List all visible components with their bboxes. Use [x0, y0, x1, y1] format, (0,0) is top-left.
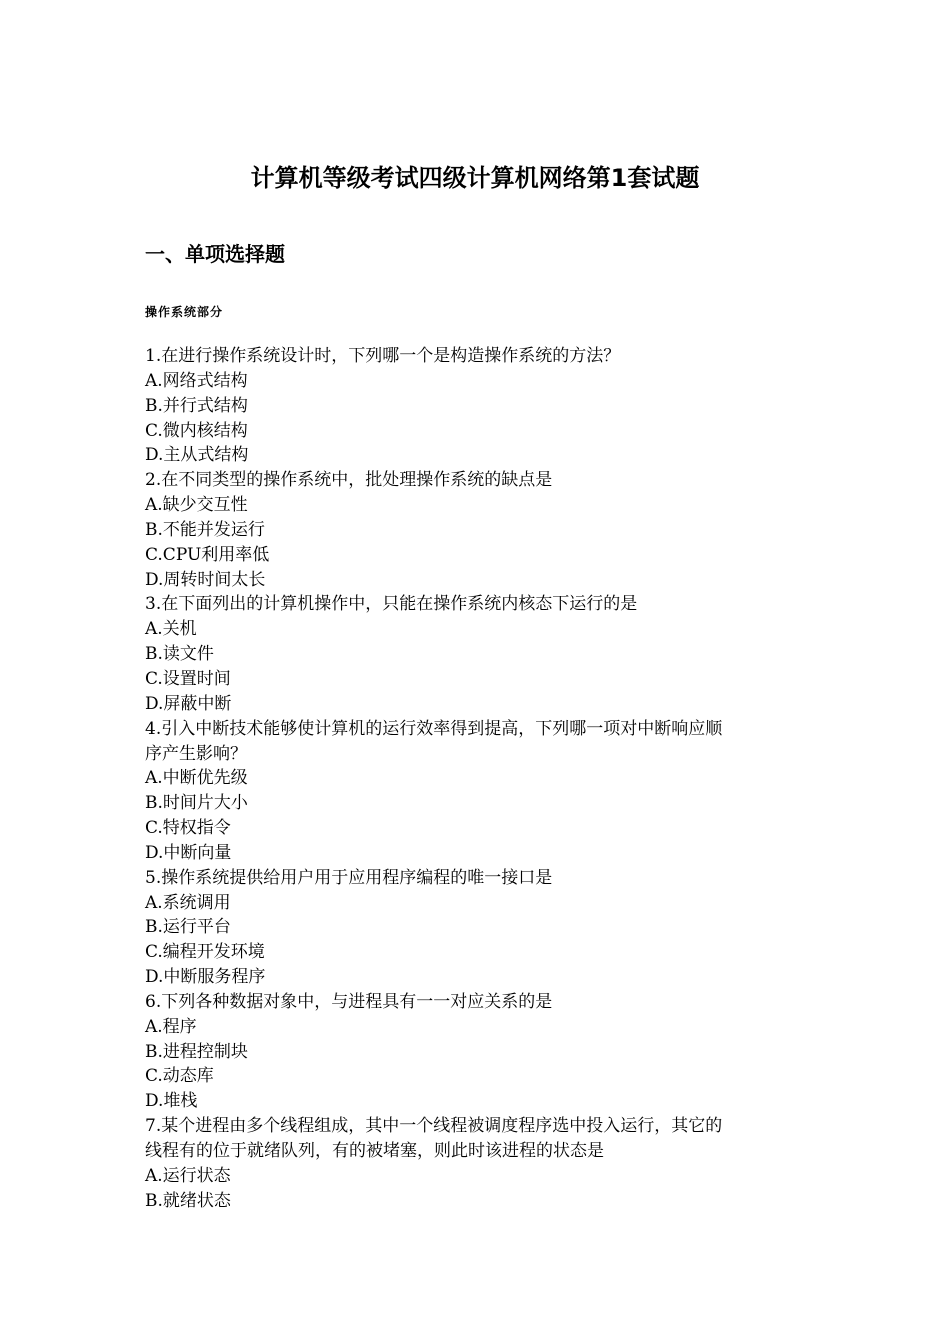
- question-3: [145, 592, 805, 716]
- option-a: A.中断优先级: [145, 768, 248, 789]
- option-a: A.程序: [145, 1016, 197, 1037]
- question-2: [145, 468, 805, 592]
- option-b: B.进程控制块: [145, 1041, 248, 1062]
- question-stem: 2.在不同类型的操作系统中，批处理操作系统的缺点是: [145, 470, 553, 491]
- option-d: D.主从式结构: [145, 445, 249, 466]
- option-c: C.设置时间: [145, 668, 231, 689]
- option-c: C.特权指令: [145, 818, 231, 839]
- question-stem: 3.在下面列出的计算机操作中，只能在操作系统内核态下运行的是: [145, 594, 638, 615]
- option-b: B.时间片大小: [145, 793, 248, 814]
- option-d: D.中断向量: [145, 842, 232, 863]
- option-c: C.CPU利用率低: [145, 544, 270, 565]
- option-d: D.周转时间太长: [145, 569, 266, 590]
- question-stem-line-1: 4.引入中断技术能够使计算机的运行效率得到提高，下列哪一项对中断响应顺: [145, 718, 723, 739]
- option-c: C.微内核结构: [145, 420, 248, 441]
- option-d: D.屏蔽中断: [145, 693, 232, 714]
- section-heading: 一、单项选择题: [145, 242, 285, 266]
- option-b: B.读文件: [145, 644, 214, 665]
- question-stem: 1.在进行操作系统设计时，下列哪一个是构造操作系统的方法？: [145, 346, 621, 366]
- question-5: [145, 866, 805, 990]
- option-b: B.并行式结构: [145, 395, 248, 416]
- question-4: [145, 717, 805, 866]
- option-a: A.系统调用: [145, 892, 231, 913]
- option-b: B.就绪状态: [145, 1190, 231, 1211]
- question-list: [145, 344, 805, 1214]
- question-stem-line-2: 线程有的位于就绪队列，有的被堵塞，则此时该进程的状态是: [145, 1141, 604, 1161]
- question-stem: 6.下列各种数据对象中，与进程具有一一对应关系的是: [145, 991, 553, 1012]
- document-title: 计算机等级考试四级计算机网络第1套试题: [250, 164, 700, 192]
- option-d: D.堆栈: [145, 1091, 198, 1112]
- option-a: A.运行状态: [145, 1165, 231, 1186]
- question-stem: 5.操作系统提供给用户用于应用程序编程的唯一接口是: [145, 867, 553, 888]
- option-c: C.动态库: [145, 1066, 214, 1087]
- option-c: C.编程开发环境: [145, 942, 265, 963]
- question-7: [145, 1114, 805, 1213]
- subsection-heading: 操作系统部分: [145, 305, 224, 319]
- option-b: B.运行平台: [145, 917, 231, 938]
- option-a: A.关机: [145, 619, 197, 640]
- option-a: A.网络式结构: [145, 370, 248, 391]
- question-stem-line-2: 序产生影响？: [145, 743, 247, 764]
- question-6: [145, 990, 805, 1114]
- option-b: B.不能并发运行: [145, 519, 265, 540]
- option-d: D.中断服务程序: [145, 967, 266, 988]
- question-1: [145, 344, 805, 468]
- question-stem-line-1: 7.某个进程由多个线程组成，其中一个线程被调度程序选中投入运行，其它的: [145, 1116, 723, 1137]
- option-a: A.缺少交互性: [145, 495, 248, 516]
